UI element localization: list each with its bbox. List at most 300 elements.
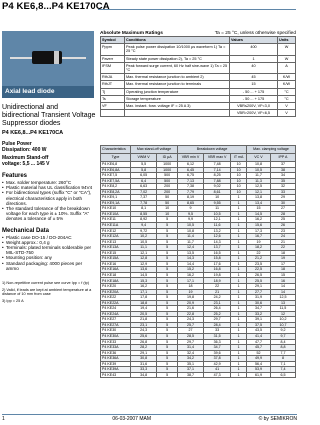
amr-cell: V bbox=[278, 110, 296, 117]
char-value-cell: 10,5 bbox=[178, 223, 204, 229]
char-value-cell: 5 bbox=[157, 322, 178, 328]
features-list bbox=[2, 180, 96, 222]
char-type-cell: P4 KE27 bbox=[101, 317, 131, 323]
char-value-cell: 1 bbox=[231, 206, 247, 212]
char-value-cell: 37 bbox=[270, 162, 295, 168]
char-value-cell: 10 bbox=[231, 173, 247, 179]
amr-cell: Paverr bbox=[101, 55, 125, 62]
char-value-cell: 38,7 bbox=[178, 372, 204, 378]
char-value-cell: 39,6 bbox=[204, 350, 231, 356]
char-value-cell: 13,6 bbox=[131, 267, 157, 273]
characteristics-table bbox=[100, 145, 296, 378]
char-value-cell: 12,4 bbox=[178, 245, 204, 251]
char-type-cell: P4 KE33A bbox=[101, 345, 131, 351]
char-value-cell: 31,6 bbox=[131, 361, 157, 367]
amr-title: Absolute Maximum Ratings bbox=[100, 31, 163, 36]
char-value-cell: 22 bbox=[270, 245, 295, 251]
char-value-cell: 5 bbox=[157, 261, 178, 267]
char-value-cell: 5 bbox=[157, 306, 178, 312]
char-value-cell: 22 bbox=[204, 284, 231, 290]
amr-cell: VBR>200V, VF<6,5 bbox=[230, 110, 278, 117]
char-value-cell: 20,5 bbox=[131, 311, 157, 317]
footer-copyright: © by SEMIKRON bbox=[258, 416, 297, 422]
char-value-cell: 16,2 bbox=[247, 217, 271, 223]
char-value-cell: 7,88 bbox=[204, 178, 231, 184]
char-type-cell: P4 KE7,5A bbox=[101, 178, 131, 184]
char-value-cell: 8,65 bbox=[178, 200, 204, 206]
char-value-cell: 1 bbox=[231, 361, 247, 367]
char-value-cell: 19 bbox=[247, 239, 271, 245]
char-value-cell: 5,5 bbox=[131, 162, 157, 168]
amr-cell: Peak forward surge current, 60 Hz half sine-wave 1) Ta = 25 °C bbox=[125, 62, 230, 73]
char-value-cell: 1 bbox=[231, 372, 247, 378]
char-value-cell: 7,4 bbox=[270, 367, 295, 373]
char-value-cell: 12,8 bbox=[131, 256, 157, 262]
amr-cell: Operating junction temperature bbox=[125, 88, 230, 95]
amr-row bbox=[101, 55, 296, 62]
amr-cell: IFSM bbox=[101, 62, 125, 73]
char-subheader: VWM V bbox=[131, 154, 157, 162]
char-value-cell: 10 bbox=[204, 195, 231, 201]
char-type-cell: P4 KE43 bbox=[101, 372, 131, 378]
page-title: P4 KE6,8...P4 KE170CA bbox=[2, 1, 110, 12]
char-type-cell: P4 KE13A bbox=[101, 245, 131, 251]
char-type-cell: P4 KE10 bbox=[101, 206, 131, 212]
char-type-cell: P4 KE10A bbox=[101, 211, 131, 217]
char-value-cell: 1 bbox=[231, 328, 247, 334]
char-value-cell: 39,1 bbox=[247, 317, 271, 323]
char-row bbox=[101, 372, 296, 378]
char-value-cell: 10,5 bbox=[131, 239, 157, 245]
amr-cell: Storage temperature bbox=[125, 95, 230, 102]
char-value-cell: 27 bbox=[270, 206, 295, 212]
char-value-cell: 34,2 bbox=[178, 356, 204, 362]
char-value-cell: 10,5 bbox=[204, 211, 231, 217]
char-type-cell: P4 KE24 bbox=[101, 306, 131, 312]
char-value-cell: 26 bbox=[270, 223, 295, 229]
char-value-cell: 5 bbox=[157, 356, 178, 362]
char-value-cell: 8,8 bbox=[270, 345, 295, 351]
char-value-cell: 33 bbox=[204, 328, 231, 334]
char-value-cell: 25,6 bbox=[131, 333, 157, 339]
amr-cell: VBR≤200V, VF<3,0 bbox=[230, 103, 278, 110]
char-value-cell: 12 bbox=[270, 311, 295, 317]
char-subheader: Type bbox=[101, 154, 131, 162]
amr-cell: A bbox=[278, 62, 296, 73]
char-subheader: VC V bbox=[247, 154, 271, 162]
header-rule bbox=[98, 1, 296, 10]
amr-cell: K/W bbox=[278, 81, 296, 88]
char-value-cell: 10 bbox=[231, 167, 247, 173]
char-value-cell: 5 bbox=[157, 372, 178, 378]
char-value-cell: 16,2 bbox=[178, 272, 204, 278]
char-value-cell: 33,2 bbox=[247, 311, 271, 317]
char-value-cell: 1000 bbox=[157, 167, 178, 173]
char-value-cell: 5 bbox=[157, 228, 178, 234]
mech-item: • Mounting position: any bbox=[2, 255, 96, 260]
char-value-cell: 20,9 bbox=[178, 300, 204, 306]
amr-cell: - 50 ... + 175 bbox=[230, 95, 278, 102]
feature-item: • The standard tolerance of the breakdown voltage for each type is ± 10%. Suffix "A" denotes a tolerance of ± 5% bbox=[2, 206, 96, 222]
char-value-cell: 5 bbox=[157, 317, 178, 323]
char-value-cell: 34,7 bbox=[247, 306, 271, 312]
char-value-cell: 8,55 bbox=[131, 211, 157, 217]
char-value-cell: 6,75 bbox=[178, 173, 204, 179]
spec-line: Dissipation: 400 W bbox=[2, 147, 47, 153]
amr-cell: °C bbox=[278, 95, 296, 102]
footnotes bbox=[2, 281, 96, 303]
char-value-cell: 14 bbox=[270, 284, 295, 290]
char-value-cell: 28,4 bbox=[204, 322, 231, 328]
page-number: 1 bbox=[2, 416, 5, 422]
char-value-cell: 8,25 bbox=[204, 173, 231, 179]
char-value-cell: 9,9 bbox=[178, 217, 204, 223]
features-title: Features bbox=[2, 173, 28, 179]
char-value-cell: 1 bbox=[231, 245, 247, 251]
char-value-cell: 18 bbox=[270, 267, 295, 273]
footnote: 3) Ipp = 25 A bbox=[2, 298, 24, 303]
char-value-cell: 16,8 bbox=[204, 267, 231, 273]
char-value-cell: 31,9 bbox=[247, 295, 271, 301]
char-value-cell: 1 bbox=[231, 256, 247, 262]
char-value-cell: 19,8 bbox=[178, 295, 204, 301]
char-value-cell: 1 bbox=[231, 228, 247, 234]
char-value-cell: 6,4 bbox=[131, 178, 157, 184]
amr-cell: 400 bbox=[230, 44, 278, 55]
char-value-cell: 10 bbox=[157, 206, 178, 212]
amr-cell: Pppm bbox=[101, 44, 125, 55]
char-value-cell: 1 bbox=[231, 261, 247, 267]
char-value-cell: 32 bbox=[270, 184, 295, 190]
char-value-cell: 21,8 bbox=[131, 317, 157, 323]
char-type-cell: P4 KE22A bbox=[101, 300, 131, 306]
amr-cell: W bbox=[278, 55, 296, 62]
char-value-cell: 30 bbox=[270, 200, 295, 206]
char-value-cell: 5,8 bbox=[131, 167, 157, 173]
char-value-cell: 1 bbox=[231, 211, 247, 217]
char-value-cell: 5 bbox=[157, 267, 178, 273]
char-value-cell: 24 bbox=[270, 234, 295, 240]
char-value-cell: 6,12 bbox=[178, 162, 204, 168]
char-type-cell: P4 KE30 bbox=[101, 328, 131, 334]
char-value-cell: 5 bbox=[157, 300, 178, 306]
amr-cell: Max. thermal resistance junction to terminals bbox=[125, 81, 230, 88]
amr-cell bbox=[101, 110, 125, 117]
amr-cell: 45 bbox=[230, 74, 278, 81]
char-value-cell: 9,55 bbox=[204, 200, 231, 206]
char-value-cell: 19,8 bbox=[204, 272, 231, 278]
diode-image bbox=[2, 31, 94, 98]
amr-row bbox=[101, 88, 296, 95]
part-range: P4 KE6,8...P4 KE170CA bbox=[2, 130, 64, 136]
char-value-cell: 11 bbox=[204, 206, 231, 212]
char-value-cell: 29,7 bbox=[178, 339, 204, 345]
char-value-cell: 22 bbox=[247, 250, 271, 256]
feature-item: • For bidirectional types (suffix "C" or "CA"), electrical characteristics apply in both directions. bbox=[2, 190, 96, 206]
amr-row bbox=[101, 103, 296, 110]
char-value-cell: 35,1 bbox=[178, 361, 204, 367]
char-value-cell: 15,3 bbox=[131, 278, 157, 284]
char-value-cell: 24,2 bbox=[204, 295, 231, 301]
char-value-cell: 32,4 bbox=[178, 350, 204, 356]
char-value-cell: 14,3 bbox=[178, 256, 204, 262]
char-type-cell: P4 KE6,8 bbox=[101, 162, 131, 168]
char-value-cell: 1 bbox=[231, 200, 247, 206]
char-type-cell: P4 KE39 bbox=[101, 361, 131, 367]
char-value-cell: 14,5 bbox=[131, 272, 157, 278]
char-value-cell: 16,7 bbox=[247, 234, 271, 240]
char-value-cell: 1 bbox=[231, 333, 247, 339]
char-value-cell: 13,4 bbox=[247, 200, 271, 206]
amr-row bbox=[101, 44, 296, 55]
char-value-cell: 13,2 bbox=[204, 228, 231, 234]
char-value-cell: 7,38 bbox=[178, 184, 204, 190]
amr-cell: 15 bbox=[230, 81, 278, 88]
char-value-cell: 7,14 bbox=[204, 167, 231, 173]
char-value-cell: 13 bbox=[270, 300, 295, 306]
char-value-cell: 24,3 bbox=[178, 317, 204, 323]
char-value-cell: 9,7 bbox=[270, 333, 295, 339]
char-value-cell: 8,4 bbox=[270, 339, 295, 345]
char-type-cell: P4 KE30A bbox=[101, 333, 131, 339]
char-type-cell: P4 KE11A bbox=[101, 223, 131, 229]
char-value-cell: 13,8 bbox=[247, 195, 271, 201]
char-value-cell: 5 bbox=[157, 328, 178, 334]
char-value-cell: 8,61 bbox=[204, 189, 231, 195]
char-value-cell: 5 bbox=[157, 284, 178, 290]
char-type-cell: P4 KE12 bbox=[101, 228, 131, 234]
char-type-cell: P4 KE39A bbox=[101, 367, 131, 373]
char-type-cell: P4 KE8,2 bbox=[101, 184, 131, 190]
char-value-cell: 1000 bbox=[157, 162, 178, 168]
characteristics bbox=[100, 145, 296, 378]
char-value-cell: 31,5 bbox=[204, 333, 231, 339]
char-value-cell: 29 bbox=[270, 195, 295, 201]
char-value-cell: 1 bbox=[231, 306, 247, 312]
char-value-cell: 37,1 bbox=[178, 367, 204, 373]
char-value-cell: 24,3 bbox=[131, 328, 157, 334]
char-type-cell: P4 KE8,2A bbox=[101, 189, 131, 195]
char-value-cell: 15,6 bbox=[247, 223, 271, 229]
char-value-cell: 9,5 bbox=[178, 211, 204, 217]
char-value-cell: 1 bbox=[231, 195, 247, 201]
char-value-cell: 5 bbox=[157, 256, 178, 262]
axial-lead-label: Axial lead diode bbox=[2, 86, 94, 98]
char-value-cell: 41,4 bbox=[247, 333, 271, 339]
amr-cell: Tj bbox=[101, 88, 125, 95]
char-value-cell: 1 bbox=[231, 367, 247, 373]
char-type-cell: P4 KE27A bbox=[101, 322, 131, 328]
char-value-cell: 25,7 bbox=[178, 322, 204, 328]
char-value-cell: 26,8 bbox=[131, 339, 157, 345]
char-value-cell: 23,5 bbox=[247, 261, 271, 267]
char-value-cell: 5 bbox=[157, 217, 178, 223]
char-value-cell: 23,1 bbox=[131, 322, 157, 328]
char-value-cell: 18,9 bbox=[204, 278, 231, 284]
amr-row bbox=[101, 81, 296, 88]
char-value-cell: 1 bbox=[231, 322, 247, 328]
amr-cell: Ts bbox=[101, 95, 125, 102]
char-type-cell: P4 KE22 bbox=[101, 295, 131, 301]
char-value-cell: 11,5 bbox=[270, 306, 295, 312]
char-value-cell: 43,5 bbox=[247, 328, 271, 334]
char-value-cell: 17 bbox=[270, 261, 295, 267]
char-value-cell: 1 bbox=[231, 239, 247, 245]
char-title: Characteristics bbox=[101, 146, 131, 154]
char-value-cell: 17,6 bbox=[204, 261, 231, 267]
char-value-cell: 1 bbox=[231, 289, 247, 295]
char-value-cell: 18,2 bbox=[247, 245, 271, 251]
amr-cell: Steady state power dissipation 2), Ta = 25 °C bbox=[125, 55, 230, 62]
char-value-cell: 5 bbox=[157, 245, 178, 251]
char-value-cell: 27 bbox=[178, 328, 204, 334]
char-value-cell: 200 bbox=[157, 189, 178, 195]
char-value-cell: 17,1 bbox=[178, 278, 204, 284]
char-value-cell: 1 bbox=[231, 356, 247, 362]
char-value-cell: 6,45 bbox=[178, 167, 204, 173]
mech-title: Mechanical Data bbox=[2, 227, 50, 234]
char-value-cell: 27,7 bbox=[247, 289, 271, 295]
amr-col-header: Units bbox=[278, 37, 296, 44]
char-value-cell: 1 bbox=[231, 284, 247, 290]
char-value-cell: 6,05 bbox=[131, 173, 157, 179]
char-value-cell: 1 bbox=[231, 234, 247, 240]
diode-cathode-band bbox=[54, 51, 59, 64]
char-value-cell: 10 bbox=[231, 189, 247, 195]
char-value-cell: 14,4 bbox=[178, 261, 204, 267]
char-value-cell: 12,9 bbox=[131, 261, 157, 267]
char-value-cell: 5 bbox=[157, 272, 178, 278]
char-type-cell: P4 KE15 bbox=[101, 250, 131, 256]
char-value-cell: 5 bbox=[157, 367, 178, 373]
char-value-cell: 7,1 bbox=[270, 361, 295, 367]
char-type-cell: P4 KE36A bbox=[101, 356, 131, 362]
char-value-cell: 15 bbox=[247, 206, 271, 212]
char-value-cell: 12,5 bbox=[247, 184, 271, 190]
char-subheader: VBR min V bbox=[178, 154, 204, 162]
footer-date: 06-03-2007 MAM bbox=[112, 416, 151, 422]
char-value-cell: 34,8 bbox=[131, 372, 157, 378]
amr-cell: - 50 ... + 175 bbox=[230, 88, 278, 95]
amr-row bbox=[101, 110, 296, 117]
char-value-cell: 11,3 bbox=[247, 178, 271, 184]
char-value-cell: 10,5 bbox=[247, 167, 271, 173]
char-value-cell: 25 bbox=[270, 217, 295, 223]
amr-col-header: Symbol bbox=[101, 37, 125, 44]
amr-row bbox=[101, 62, 296, 73]
char-value-cell: 1 bbox=[231, 295, 247, 301]
char-value-cell: 37,5 bbox=[247, 322, 271, 328]
char-value-cell: 11,7 bbox=[247, 173, 271, 179]
char-subheader: VBR max V bbox=[204, 154, 231, 162]
char-value-cell: 1 bbox=[231, 272, 247, 278]
char-value-cell: 13,5 bbox=[178, 250, 204, 256]
char-value-cell: 9,2 bbox=[270, 328, 295, 334]
char-col-header: Max. clamping voltage bbox=[247, 146, 296, 154]
char-type-cell: P4 KE6,8A bbox=[101, 167, 131, 173]
amr-cell: RthJT bbox=[101, 81, 125, 88]
char-value-cell: 1 bbox=[231, 267, 247, 273]
char-value-cell: 17,3 bbox=[247, 228, 271, 234]
char-value-cell: 53,9 bbox=[247, 367, 271, 373]
char-value-cell: 7,13 bbox=[178, 178, 204, 184]
char-value-cell: 10 bbox=[231, 178, 247, 184]
amr-cell: 40 bbox=[230, 62, 278, 73]
char-value-cell: 10,8 bbox=[247, 162, 271, 168]
char-value-cell: 5 bbox=[157, 234, 178, 240]
mech-item: • Weight approx.: 0,4 g bbox=[2, 240, 96, 245]
amr-cell: V bbox=[278, 103, 296, 110]
mech-item: • Standard packaging: 4000 pieces per ammo bbox=[2, 261, 96, 271]
char-value-cell: 25,2 bbox=[204, 311, 231, 317]
char-value-cell: 28,2 bbox=[131, 345, 157, 351]
char-col-header: Breakdown voltage bbox=[178, 146, 247, 154]
char-value-cell: 7,02 bbox=[131, 189, 157, 195]
char-value-cell: 500 bbox=[157, 178, 178, 184]
char-value-cell: 37,8 bbox=[204, 356, 231, 362]
spec-line: voltage: 5,5 ... 145 V bbox=[2, 161, 50, 167]
char-type-cell: P4 KE11 bbox=[101, 217, 131, 223]
char-value-cell: 15,2 bbox=[178, 267, 204, 273]
char-value-cell: 17,1 bbox=[131, 289, 157, 295]
char-value-cell: 21 bbox=[204, 289, 231, 295]
char-type-cell: P4 KE33 bbox=[101, 339, 131, 345]
char-value-cell: 1 bbox=[231, 223, 247, 229]
char-value-cell: 7,79 bbox=[178, 189, 204, 195]
char-value-cell: 7,7 bbox=[270, 350, 295, 356]
char-value-cell: 11,4 bbox=[178, 234, 204, 240]
mech-item: • Plastic case DO-15 / DO-204AC bbox=[2, 235, 96, 240]
spec-block bbox=[2, 141, 96, 167]
char-type-cell: P4 KE9,1 bbox=[101, 195, 131, 201]
char-value-cell: 15 bbox=[270, 272, 295, 278]
feature-item: • Plastic material has UL classification 94V4 bbox=[2, 185, 96, 190]
char-value-cell: 18 bbox=[178, 284, 204, 290]
char-value-cell: 12,1 bbox=[247, 189, 271, 195]
footer bbox=[2, 414, 297, 422]
char-value-cell: 1 bbox=[231, 300, 247, 306]
char-value-cell: 47,7 bbox=[247, 339, 271, 345]
char-subheader: IPP A bbox=[270, 154, 295, 162]
spec-line: Maximum Stand-off bbox=[2, 155, 49, 161]
char-type-cell: P4 KE18 bbox=[101, 272, 131, 278]
char-value-cell: 31,4 bbox=[178, 345, 204, 351]
char-value-cell: 21 bbox=[270, 239, 295, 245]
char-subheader: IT mA bbox=[231, 154, 247, 162]
char-value-cell: 38 bbox=[270, 167, 295, 173]
char-col-header: Max stand-off voltage bbox=[131, 146, 178, 154]
char-value-cell: 1 bbox=[231, 217, 247, 223]
char-value-cell: 42,9 bbox=[204, 361, 231, 367]
char-value-cell: 33,3 bbox=[131, 367, 157, 373]
char-value-cell: 9,72 bbox=[131, 228, 157, 234]
char-value-cell: 200 bbox=[157, 184, 178, 190]
char-type-cell: P4 KE13 bbox=[101, 239, 131, 245]
char-type-cell: P4 KE24A bbox=[101, 311, 131, 317]
char-type-cell: P4 KE20 bbox=[101, 284, 131, 290]
char-value-cell: 10,2 bbox=[270, 317, 295, 323]
left-column bbox=[2, 31, 96, 305]
char-value-cell: 8,92 bbox=[131, 217, 157, 223]
char-type-cell: P4 KE18A bbox=[101, 278, 131, 284]
amr-cell: RthJA bbox=[101, 74, 125, 81]
char-type-cell: P4 KE15A bbox=[101, 256, 131, 262]
amr-col-header: Values bbox=[230, 37, 278, 44]
char-value-cell: 56,4 bbox=[247, 361, 271, 367]
char-value-cell: 18 bbox=[270, 250, 295, 256]
amr-cell: K/W bbox=[278, 74, 296, 81]
char-value-cell: 52 bbox=[247, 350, 271, 356]
